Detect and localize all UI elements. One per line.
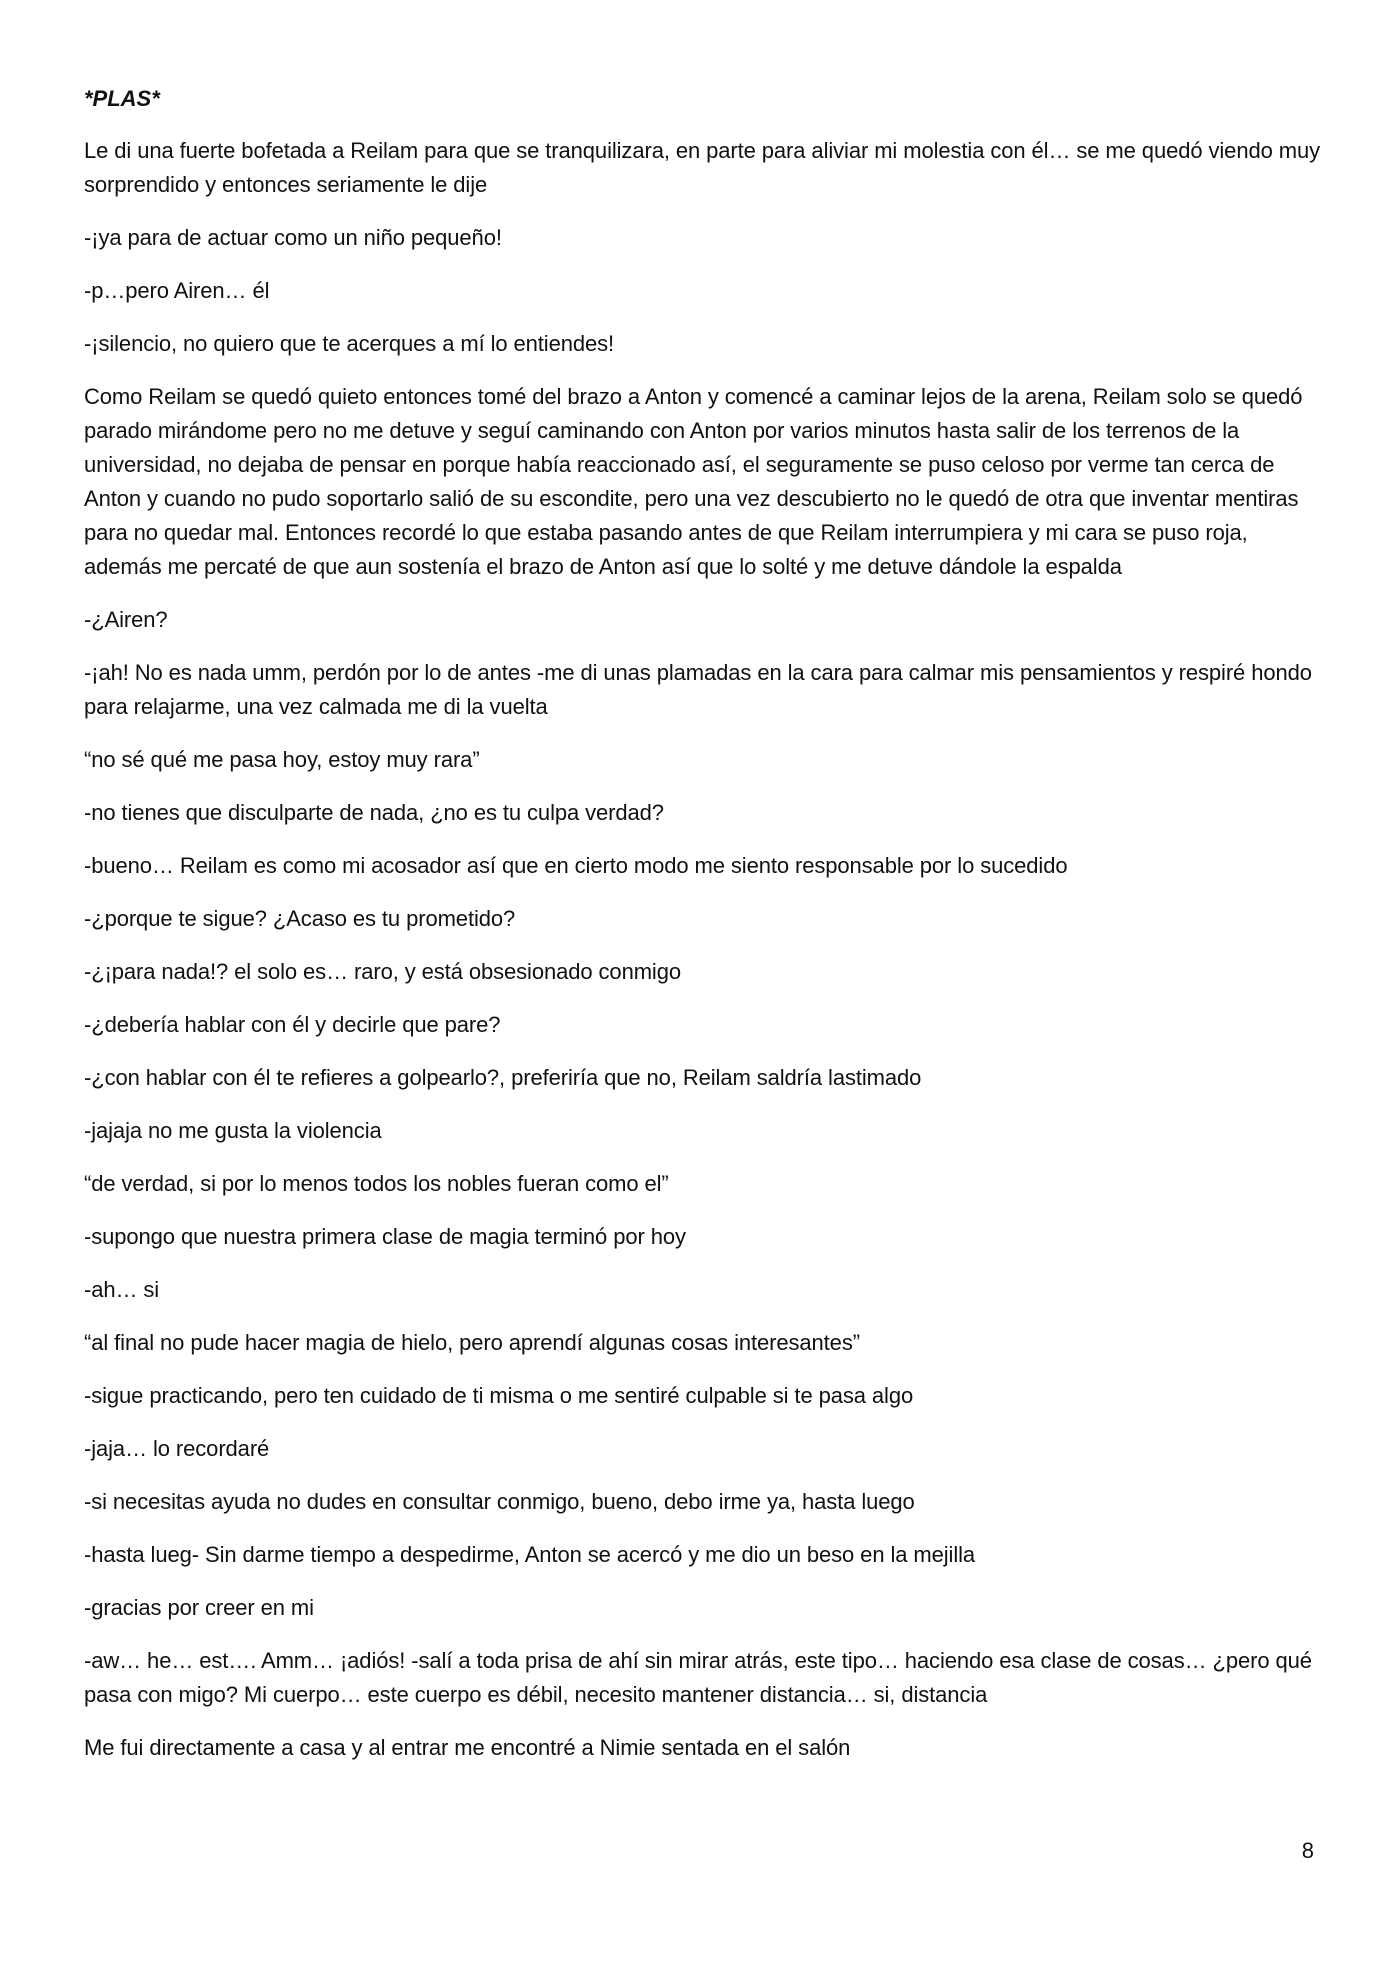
paragraph: -¡ah! No es nada umm, perdón por lo de antes -me di unas plamadas en la cara para calmar mis pensamientos y respiré hondo para relajarme, una vez calmada me di la vuelta [84, 660, 1312, 719]
paragraph: -si necesitas ayuda no dudes en consultar conmigo, bueno, debo irme ya, hasta luego [84, 1489, 915, 1514]
paragraph: -ah… si [84, 1277, 160, 1302]
sound-effect-heading: *PLAS* [84, 86, 160, 111]
paragraph: -p…pero Airen… él [84, 278, 270, 303]
paragraph: -¿Airen? [84, 607, 168, 632]
paragraph: “no sé qué me pasa hoy, estoy muy rara” [84, 747, 480, 772]
paragraph: -¿porque te sigue? ¿Acaso es tu prometido? [84, 906, 516, 931]
paragraph: Me fui directamente a casa y al entrar me encontré a Nimie sentada en el salón [84, 1735, 851, 1760]
paragraph: -gracias por creer en mi [84, 1595, 314, 1620]
paragraph: -jaja… lo recordaré [84, 1436, 270, 1461]
paragraph: -supongo que nuestra primera clase de magia terminó por hoy [84, 1224, 686, 1249]
paragraph: -jajaja no me gusta la violencia [84, 1118, 382, 1143]
document-body [84, 134, 1324, 1765]
paragraph: “al final no pude hacer magia de hielo, pero aprendí algunas cosas interesantes” [84, 1330, 860, 1355]
paragraph: -¿debería hablar con él y decirle que pare? [84, 1012, 501, 1037]
paragraph: Le di una fuerte bofetada a Reilam para que se tranquilizara, en parte para aliviar mi molestia con él… se me quedó viendo muy sorprendido y entonces seriamente le dije [84, 138, 1320, 197]
paragraph: -sigue practicando, pero ten cuidado de ti misma o me sentiré culpable si te pasa algo [84, 1383, 914, 1408]
paragraph: -¡silencio, no quiero que te acerques a mí lo entiendes! [84, 331, 615, 356]
paragraph: Como Reilam se quedó quieto entonces tomé del brazo a Anton y comencé a caminar lejos de la arena, Reilam solo se quedó parado mirándome pero no me detuve y seguí caminando con Anton por varios minutos hasta salir de los terrenos de la universidad, no dejaba de pensar en porque había reaccionado así, el seguramente se puso celoso por verme tan cerca de Anton y cuando no pudo soportarlo salió de su escondite, pero una vez descubierto no le quedó de otra que inventar mentiras para no quedar mal. Entonces recordé lo que estaba pasando antes de que Reilam interrumpiera y mi cara se puso roja, además me percaté de que aun sostenía el brazo de Anton así que lo solté y me detuve dándole la espalda [84, 384, 1303, 579]
page-number: 8 [1301, 1838, 1314, 1863]
paragraph: -¡ya para de actuar como un niño pequeño! [84, 225, 502, 250]
paragraph: -¿con hablar con él te refieres a golpearlo?, preferiría que no, Reilam saldría lastimado [84, 1065, 922, 1090]
paragraph: -bueno… Reilam es como mi acosador así que en cierto modo me siento responsable por lo sucedido [84, 853, 1068, 878]
document-page [84, 82, 1324, 1784]
paragraph: -aw… he… est…. Amm… ¡adiós! -salí a toda prisa de ahí sin mirar atrás, este tipo… haciendo esa clase de cosas… ¿pero qué pasa con migo? Mi cuerpo… este cuerpo es débil, necesito mantener distancia… si, distancia [84, 1648, 1312, 1707]
paragraph: -hasta lueg- Sin darme tiempo a despedirme, Anton se acercó y me dio un beso en la mejilla [84, 1542, 976, 1567]
paragraph: -no tienes que disculparte de nada, ¿no es tu culpa verdad? [84, 800, 664, 825]
paragraph: “de verdad, si por lo menos todos los nobles fueran como el” [84, 1171, 669, 1196]
paragraph: -¿¡para nada!? el solo es… raro, y está obsesionado conmigo [84, 959, 681, 984]
